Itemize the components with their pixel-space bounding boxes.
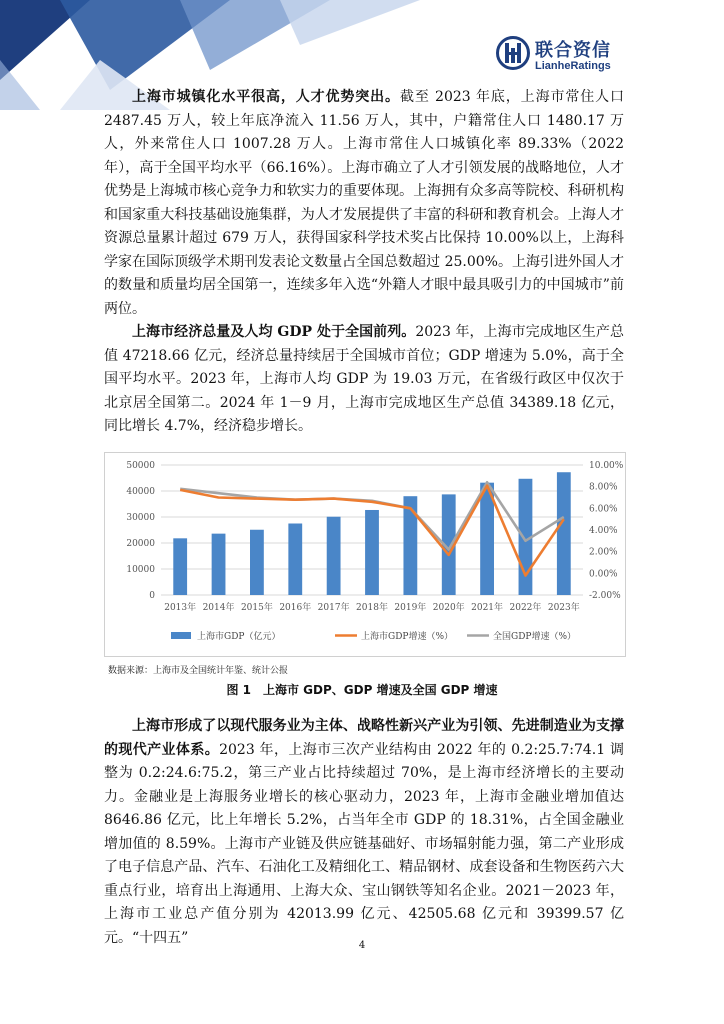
paragraph-economy bbox=[104, 321, 624, 439]
y-right-tick-label: 6.00% bbox=[589, 504, 618, 515]
y-left-tick-label: 30000 bbox=[126, 513, 155, 523]
page-number: 4 bbox=[358, 940, 366, 951]
source-note: 数据来源：上海市及全国统计年鉴、统计公报 bbox=[108, 666, 289, 676]
x-tick-label: 2015年 bbox=[240, 603, 273, 613]
x-tick-label: 2013年 bbox=[164, 603, 197, 613]
y-right-tick-label: 10.00% bbox=[589, 461, 624, 471]
figure-caption: 图 1 上海市 GDP、GDP 增速及全国 GDP 增速 bbox=[226, 683, 498, 697]
legend-label: 全国GDP增速（%） bbox=[493, 632, 577, 642]
y-right-tick-label: -2.00% bbox=[589, 591, 621, 601]
logo-english-name: LianheRatings bbox=[535, 60, 611, 72]
x-tick-label: 2023年 bbox=[547, 603, 580, 613]
paragraph-heading: 上海市形成了以现代服务业为主体、战略性新兴产业为引领、先进制造业为支撑的现代产业体系。 bbox=[104, 718, 624, 758]
gdp-bar bbox=[250, 530, 264, 595]
gdp-bar bbox=[557, 472, 571, 595]
legend-label: 上海市GDP增速（%） bbox=[361, 632, 454, 642]
gdp-bar bbox=[403, 496, 417, 595]
x-tick-label: 2022年 bbox=[509, 603, 542, 613]
logo-icon bbox=[496, 36, 530, 70]
paragraph-body: 截至 2023 年底，上海市常住人口 2487.45 万人，较上年底净流入 11.56 万人，其中，户籍常住人口 1480.17 万人，外来常住人口 1007.28 万人。上海市常住人口城镇化率 89.33%（2022 年），高于全国平均水平（66.16%）。上海市确立了人才引领发展的战略地位，人才优势是上海城市核心竞争力和软实力的重要体现。上海拥有众多高等院校、科研机构和国家重大科技基础设施集群，为人才发展提供了丰富的科研和教育机会。上海人才资源总量累计超过 679 万人，获得国家科学技术奖占比保持 10.00%以上，上海科学家在国际顶级学术期刊发表论文数量占全国总数超过 25.00%。上海引进外国人才的数量和质量均居全国第一，连续多年入选“外籍人才眼中最具吸引力的中国城市”前两位。 bbox=[104, 89, 625, 317]
gdp-bar bbox=[173, 538, 187, 595]
logo-chinese-name: 联合资信 bbox=[535, 40, 611, 61]
company-logo bbox=[496, 36, 626, 78]
x-tick-label: 2018年 bbox=[356, 603, 388, 613]
y-right-tick-label: 2.00% bbox=[589, 547, 618, 558]
paragraph-body: 2023 年，上海市完成地区生产总值 47218.66 亿元，经济总量持续居于全国城市首位；GDP 增速为 5.0%，高于全国平均水平。2023 年，上海市人均 GDP 为 19.03 万元，在省级行政区中仅次于北京居全国第二。2024 年 1－9 月，上海市完成地区生产总值 34389.18 亿元，同比增长 4.7%，经济稳步增长。 bbox=[104, 324, 624, 434]
legend-swatch-bar bbox=[171, 632, 191, 639]
gdp-bar bbox=[327, 517, 341, 595]
y-right-tick-label: 4.00% bbox=[589, 526, 618, 536]
y-left-tick-label: 40000 bbox=[126, 487, 155, 497]
y-left-tick-label: 20000 bbox=[126, 539, 155, 549]
gdp-bar bbox=[288, 524, 302, 596]
paragraph-heading: 上海市城镇化水平很高，人才优势突出。 bbox=[132, 89, 400, 105]
y-left-tick-label: 0 bbox=[149, 591, 155, 601]
x-tick-label: 2016年 bbox=[279, 603, 312, 613]
gdp-chart bbox=[104, 452, 626, 657]
legend-label: 上海市GDP（亿元） bbox=[197, 632, 281, 642]
y-left-tick-label: 50000 bbox=[126, 461, 155, 471]
x-tick-label: 2019年 bbox=[394, 603, 427, 613]
paragraph-body: 2023 年，上海市三次产业结构由 2022 年的 0.2:25.7:74.1 调整为 0.2:24.6:75.2，第三产业占比持续超过 70%，是上海市经济增长的主要动力。金融业是上海服务业增长的核心驱动力，2023 年，上海市金融业增加值达 8646.86 亿元，比上年增长 5.2%，占当年全市 GDP 的 18.31%，占全国金融业增加值的 8.59%。上海市产业链及供应链基础好、市场辐射能力强，第二产业形成了电子信息产品、汽车、石油化工及精细化工、精品钢材、成套设备和生物医药六大重点行业，培育出上海通用、上海大众、宝山钢铁等知名企业。2021－2023 年，上海市工业总产值分别为 42013.99 亿元、42505.68 亿元和 39399.57 亿元。“十四五” bbox=[104, 741, 624, 946]
paragraph-heading: 上海市经济总量及人均 GDP 处于全国前列。 bbox=[132, 324, 416, 340]
gdp-chart-svg bbox=[105, 453, 625, 656]
y-left-tick-label: 10000 bbox=[126, 565, 155, 575]
paragraph-industry bbox=[104, 715, 624, 950]
x-tick-label: 2020年 bbox=[432, 603, 465, 613]
x-tick-label: 2021年 bbox=[471, 603, 504, 613]
y-right-tick-label: 0.00% bbox=[589, 569, 618, 580]
x-tick-label: 2017年 bbox=[317, 603, 350, 613]
y-right-tick-label: 8.00% bbox=[589, 482, 618, 493]
gdp-bar bbox=[365, 510, 379, 595]
x-tick-label: 2014年 bbox=[202, 603, 235, 613]
gdp-bar bbox=[212, 534, 226, 595]
paragraph-talent bbox=[104, 86, 624, 321]
